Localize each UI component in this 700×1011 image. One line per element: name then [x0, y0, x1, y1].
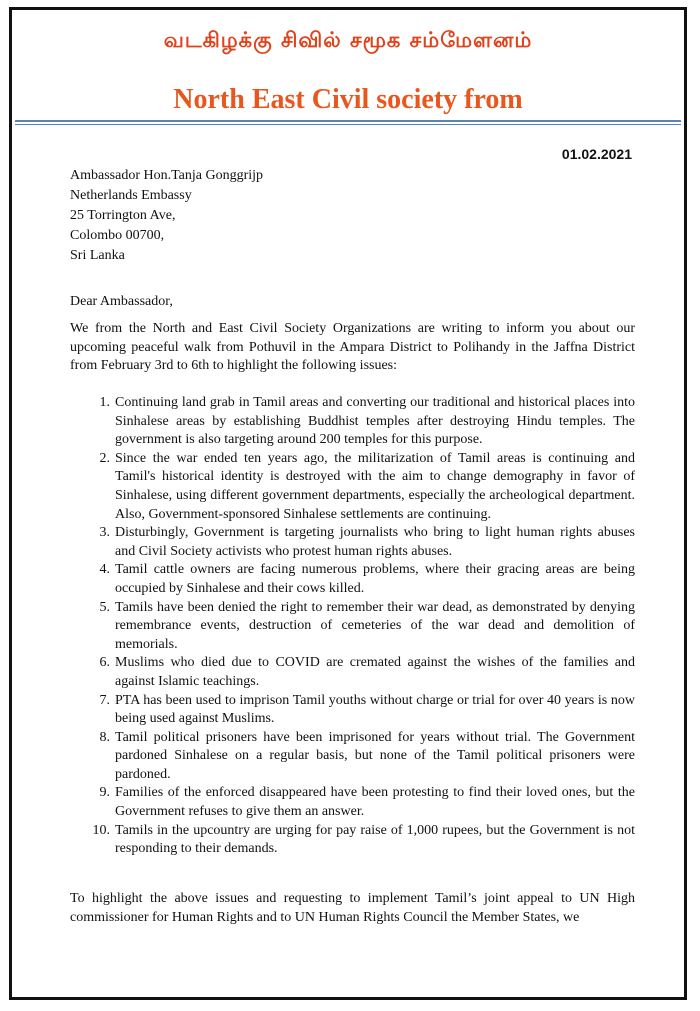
list-item-text: Tamils have been denied the right to remember their war dead, as demonstrated by denying remembrance events, destruction of cemeteries of the war dead and demolition of memorials. [115, 599, 635, 652]
list-number: 8 . [86, 729, 110, 748]
address-line: Ambassador Hon.Tanja Gonggrijp [70, 168, 264, 183]
list-item-text: Tamil cattle owners are facing numerous problems, where their gracing areas are being occupied by Sinhalese and their cows killed. [115, 562, 635, 596]
recipient-address [70, 166, 263, 266]
list-item [70, 784, 635, 821]
list-item-text: Muslims who died due to COVID are cremated against the wishes of the families and against Islamic teachings. [115, 655, 635, 689]
address-line: 25 Torrington Ave, [70, 208, 176, 223]
letter-date: 01.02.2021 [561, 146, 632, 162]
list-item-text: PTA has been used to imprison Tamil youths without charge or trial for over 40 years is now being used against Muslims. [115, 692, 635, 727]
salutation: Dear Ambassador, [70, 294, 173, 309]
list-item [70, 692, 635, 729]
list-item [70, 524, 635, 561]
intro-paragraph: We from the North and East Civil Society Organizations are writing to inform you about our upcoming peaceful walk from Pothuvil in the Ampara District to Polihandy in the Jaffna District from February 3rd to 6th to highlight the following issues: [70, 321, 635, 373]
list-number: 10 . [86, 822, 110, 841]
list-number: 9 . [86, 784, 110, 803]
issues-list [70, 394, 635, 859]
list-number: 1 . [86, 394, 110, 413]
header-divider-thin [15, 124, 681, 125]
header-divider [15, 120, 681, 122]
list-item-text: Tamils in the upcountry are urging for pay raise of 1,000 rupees, but the Government is not responding to their demands. [115, 822, 635, 857]
list-number: 5 . [86, 599, 110, 618]
list-item-text: Families of the enforced disappeared have been protesting to find their loved ones, but the Government refuses to give them an answer. [115, 785, 635, 820]
letter-page [9, 7, 687, 1000]
list-number: 4 . [86, 561, 110, 580]
address-line: Sri Lanka [70, 248, 125, 263]
address-line: Colombo 00700, [70, 228, 165, 243]
list-number: 6 . [86, 654, 110, 673]
list-item [70, 394, 635, 450]
list-item-text: Tamil political prisoners have been imprisoned for years without trial. The Government pardoned Sinhalese on a regular basis, but none of the Tamil political prisoners were pardoned. [115, 729, 635, 782]
list-item [70, 822, 635, 859]
list-item-text: Disturbingly, Government is targeting journalists who bring to light human rights abuses and Civil Society activists who protest human rights abuses. [115, 525, 635, 559]
list-item [70, 729, 635, 785]
english-letterhead-title: North East Civil society from [173, 84, 523, 115]
address-line: Netherlands Embassy [70, 188, 192, 203]
list-item [70, 450, 635, 524]
list-item [70, 654, 635, 691]
list-item [70, 599, 635, 655]
list-number: 3 . [86, 524, 110, 543]
list-item-text: Since the war ended ten years ago, the militarization of Tamil areas is continuing and Tamil's historical identity is destroyed with the aim to change demography in favor of Sinhalese, using different government departments, especially the archeological department. Also, Government-sponsored Sinhalese settlements are continuing. [115, 450, 635, 522]
list-item [70, 561, 635, 598]
list-number: 7 . [86, 692, 110, 711]
list-number: 2 . [86, 450, 110, 469]
closing-paragraph: To highlight the above issues and requesting to implement Tamil’s joint appeal to UN High commissioner for Human Rights and to UN Human Rights Council the Member States, we [70, 891, 635, 925]
tamil-letterhead-title: வடகிழக்கு சிவில் சமூக சம்மேளனம் [163, 28, 533, 52]
list-item-text: Continuing land grab in Tamil areas and converting our traditional and historical places into Sinhalese areas by establishing Buddhist temples after destroying Hindu temples. The government is also targeting around 200 temples for this purpose. [115, 395, 635, 448]
